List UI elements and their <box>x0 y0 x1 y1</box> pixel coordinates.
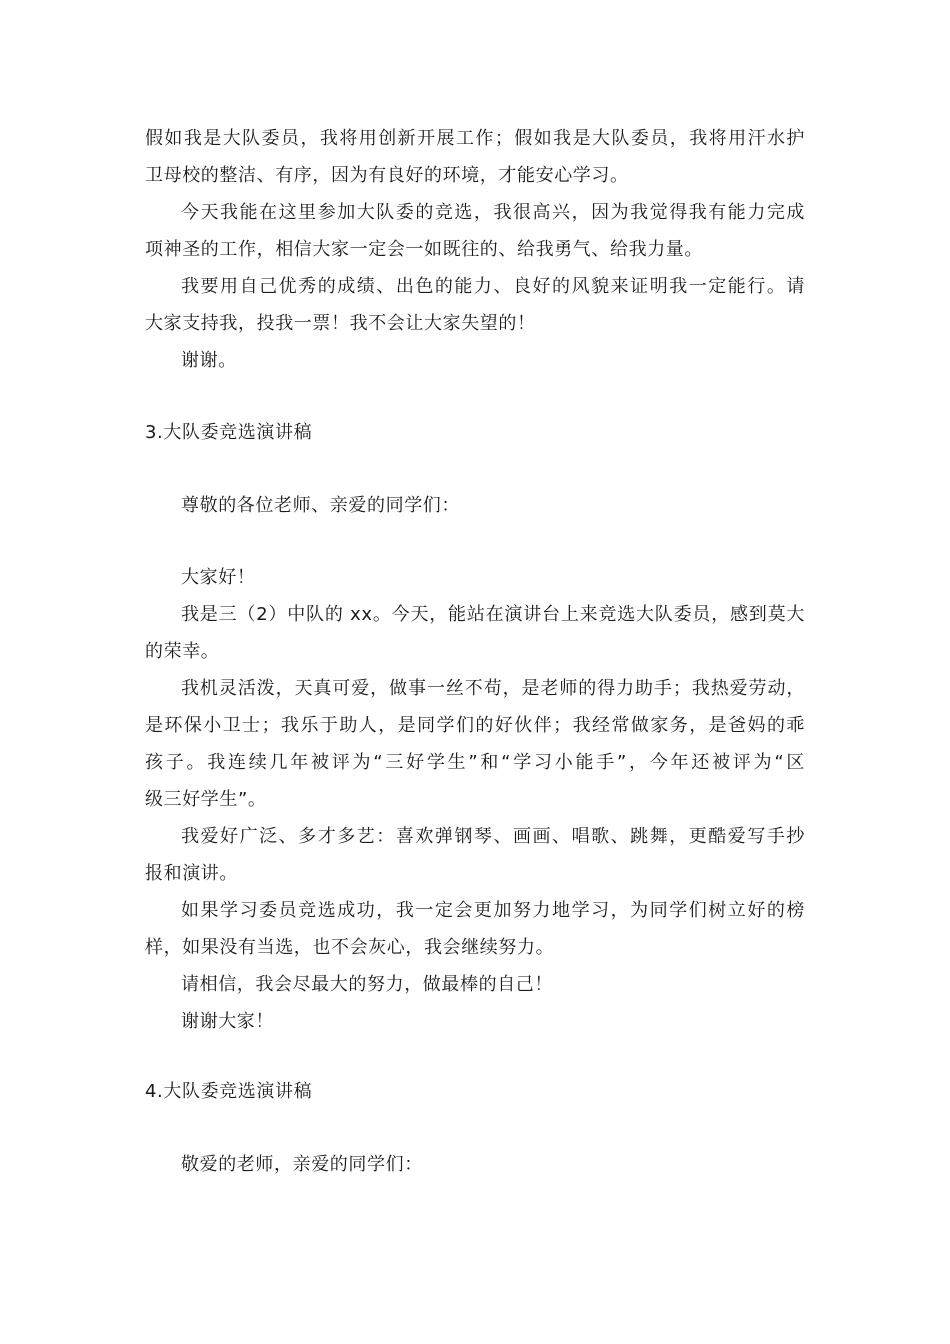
paragraph-line: 大家支持我，投我一票！我不会让大家失望的！ <box>145 313 536 334</box>
paragraph-line: 是环保小卫士；我乐于助人，是同学们的好伙伴；我经常做家务，是爸妈的乖 <box>145 715 805 736</box>
paragraph-line: 的荣幸。 <box>145 641 220 662</box>
paragraph-line: 孩子。我连续几年被评为“三好学生”和“学习小能手”，今年还被评为“区 <box>145 752 805 773</box>
paragraph-line: 我要用自己优秀的成绩、出色的能力、良好的风貌来证明我一定能行。请 <box>181 276 805 297</box>
paragraph-line: 我爱好广泛、多才多艺：喜欢弹钢琴、画画、唱歌、跳舞，更酷爱写手抄 <box>181 826 805 847</box>
paragraph-line: 卫母校的整洁、有序，因为有良好的环境，才能安心学习。 <box>145 165 629 186</box>
paragraph-line: 报和演讲。 <box>145 863 238 884</box>
paragraph-line: 样，如果没有当选，也不会灰心，我会继续努力。 <box>145 937 555 958</box>
paragraph-line: 今天我能在这里参加大队委的竞选，我很高兴，因为我觉得我有能力完成 <box>181 202 805 223</box>
section-heading: 3.大队委竞选演讲稿 <box>145 422 313 443</box>
paragraph-line: 我机灵活泼，天真可爱，做事一丝不苟，是老师的得力助手；我热爱劳动， <box>181 678 805 699</box>
paragraph-line: 我是三（2）中队的 xx。今天，能站在演讲台上来竞选大队委员，感到莫大 <box>181 604 805 625</box>
paragraph-line: 级三好学生”。 <box>145 789 267 810</box>
greeting: 大家好！ <box>181 567 256 588</box>
paragraph-line: 如果学习委员竞选成功，我一定会更加努力地学习，为同学们树立好的榜 <box>181 900 805 921</box>
paragraph-line: 项神圣的工作，相信大家一定会一如既往的、给我勇气、给我力量。 <box>145 239 703 260</box>
paragraph-line: 假如我是大队委员，我将用创新开展工作；假如我是大队委员，我将用汗水护 <box>145 128 805 149</box>
salutation: 敬爱的老师，亲爱的同学们： <box>181 1154 423 1175</box>
paragraph-line: 谢谢。 <box>181 350 237 371</box>
paragraph-line: 请相信，我会尽最大的努力，做最棒的自己！ <box>181 974 553 995</box>
closing-line: 谢谢大家！ <box>181 1011 274 1032</box>
section-heading: 4.大队委竞选演讲稿 <box>145 1081 313 1102</box>
salutation: 尊敬的各位老师、亲爱的同学们： <box>181 495 460 516</box>
